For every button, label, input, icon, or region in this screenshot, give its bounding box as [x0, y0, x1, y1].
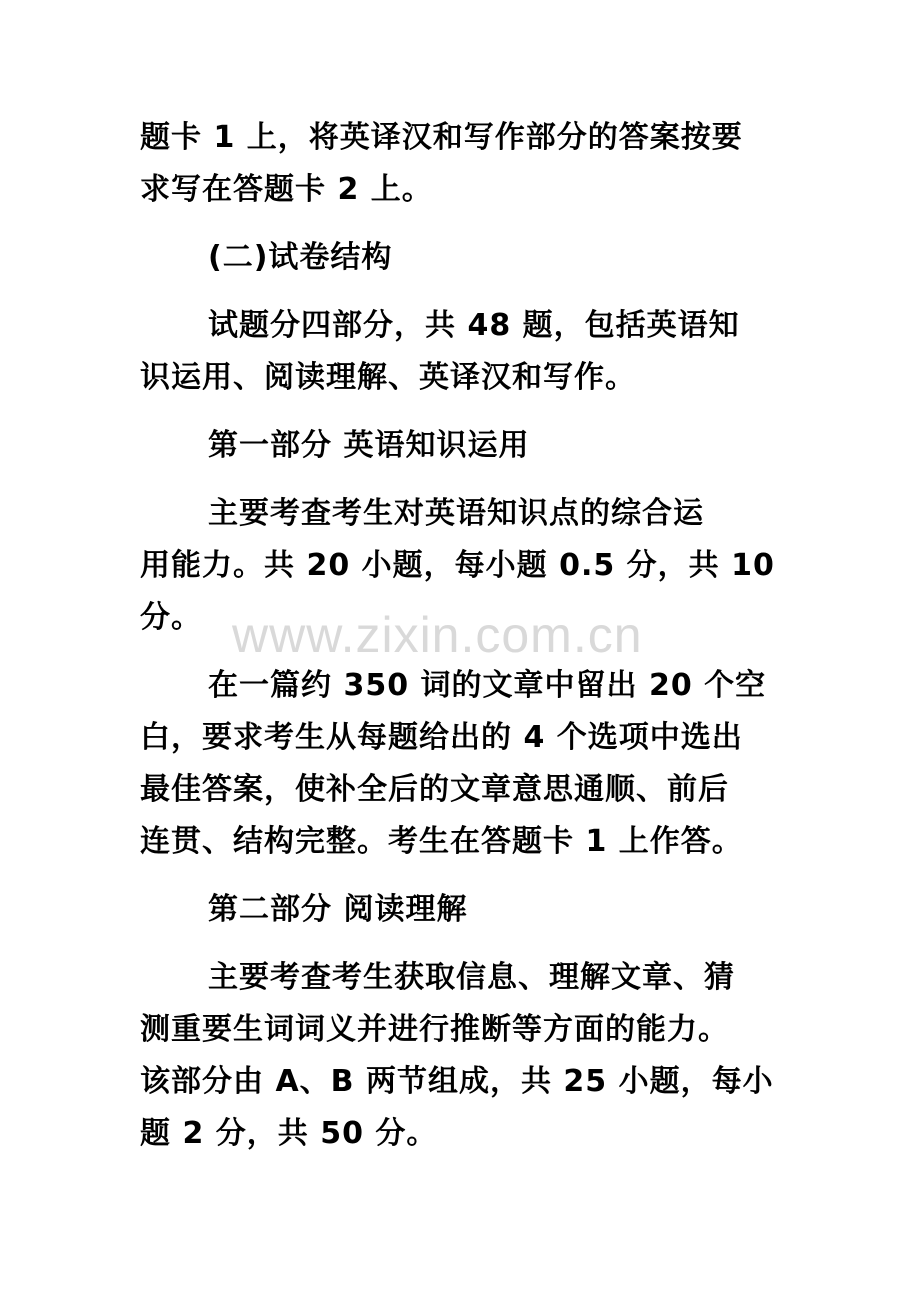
text-line: 测重要生词词义并进行推断等方面的能力。	[140, 1012, 729, 1047]
paragraph-answer-sheet-note	[140, 112, 790, 216]
heading-line: 第一部分 英语知识运用	[208, 428, 530, 463]
section-heading-part-one	[140, 420, 790, 472]
text-line: 最佳答案，使补全后的文章意思通顺、前后	[140, 772, 729, 807]
heading-line: 第二部分 阅读理解	[208, 892, 468, 927]
text-line: 分。	[140, 600, 202, 635]
paragraph-cloze-description	[140, 660, 790, 868]
text-line: 题卡 1 上，将英译汉和写作部分的答案按要	[140, 120, 743, 155]
text-line: 题 2 分，共 50 分。	[140, 1116, 438, 1151]
paragraph-exam-overview	[140, 300, 790, 404]
section-heading-part-two	[140, 884, 790, 936]
text-line: 识运用、阅读理解、英译汉和写作。	[140, 360, 636, 395]
text-line: 该部分由 A、B 两节组成，共 25 小题，每小	[140, 1064, 774, 1099]
watermark-text: www.zixin.com.cn	[232, 607, 643, 663]
text-line: 求写在答题卡 2 上。	[140, 172, 433, 207]
section-heading-exam-structure	[140, 232, 790, 284]
text-line: 用能力。共 20 小题，每小题 0.5 分，共 10	[140, 548, 775, 583]
text-line: 连贯、结构完整。考生在答题卡 1 上作答。	[140, 824, 743, 859]
paragraph-part-two-description	[140, 952, 790, 1160]
text-line: 白，要求考生从每题给出的 4 个选项中选出	[140, 720, 743, 755]
text-line: 主要考查考生获取信息、理解文章、猜	[208, 960, 735, 995]
heading-line: (二)试卷结构	[208, 240, 393, 275]
text-line: 在一篇约 350 词的文章中留出 20 个空	[208, 668, 767, 703]
text-line: 主要考查考生对英语知识点的综合运	[208, 496, 704, 531]
text-line: 试题分四部分，共 48 题，包括英语知	[208, 308, 740, 343]
